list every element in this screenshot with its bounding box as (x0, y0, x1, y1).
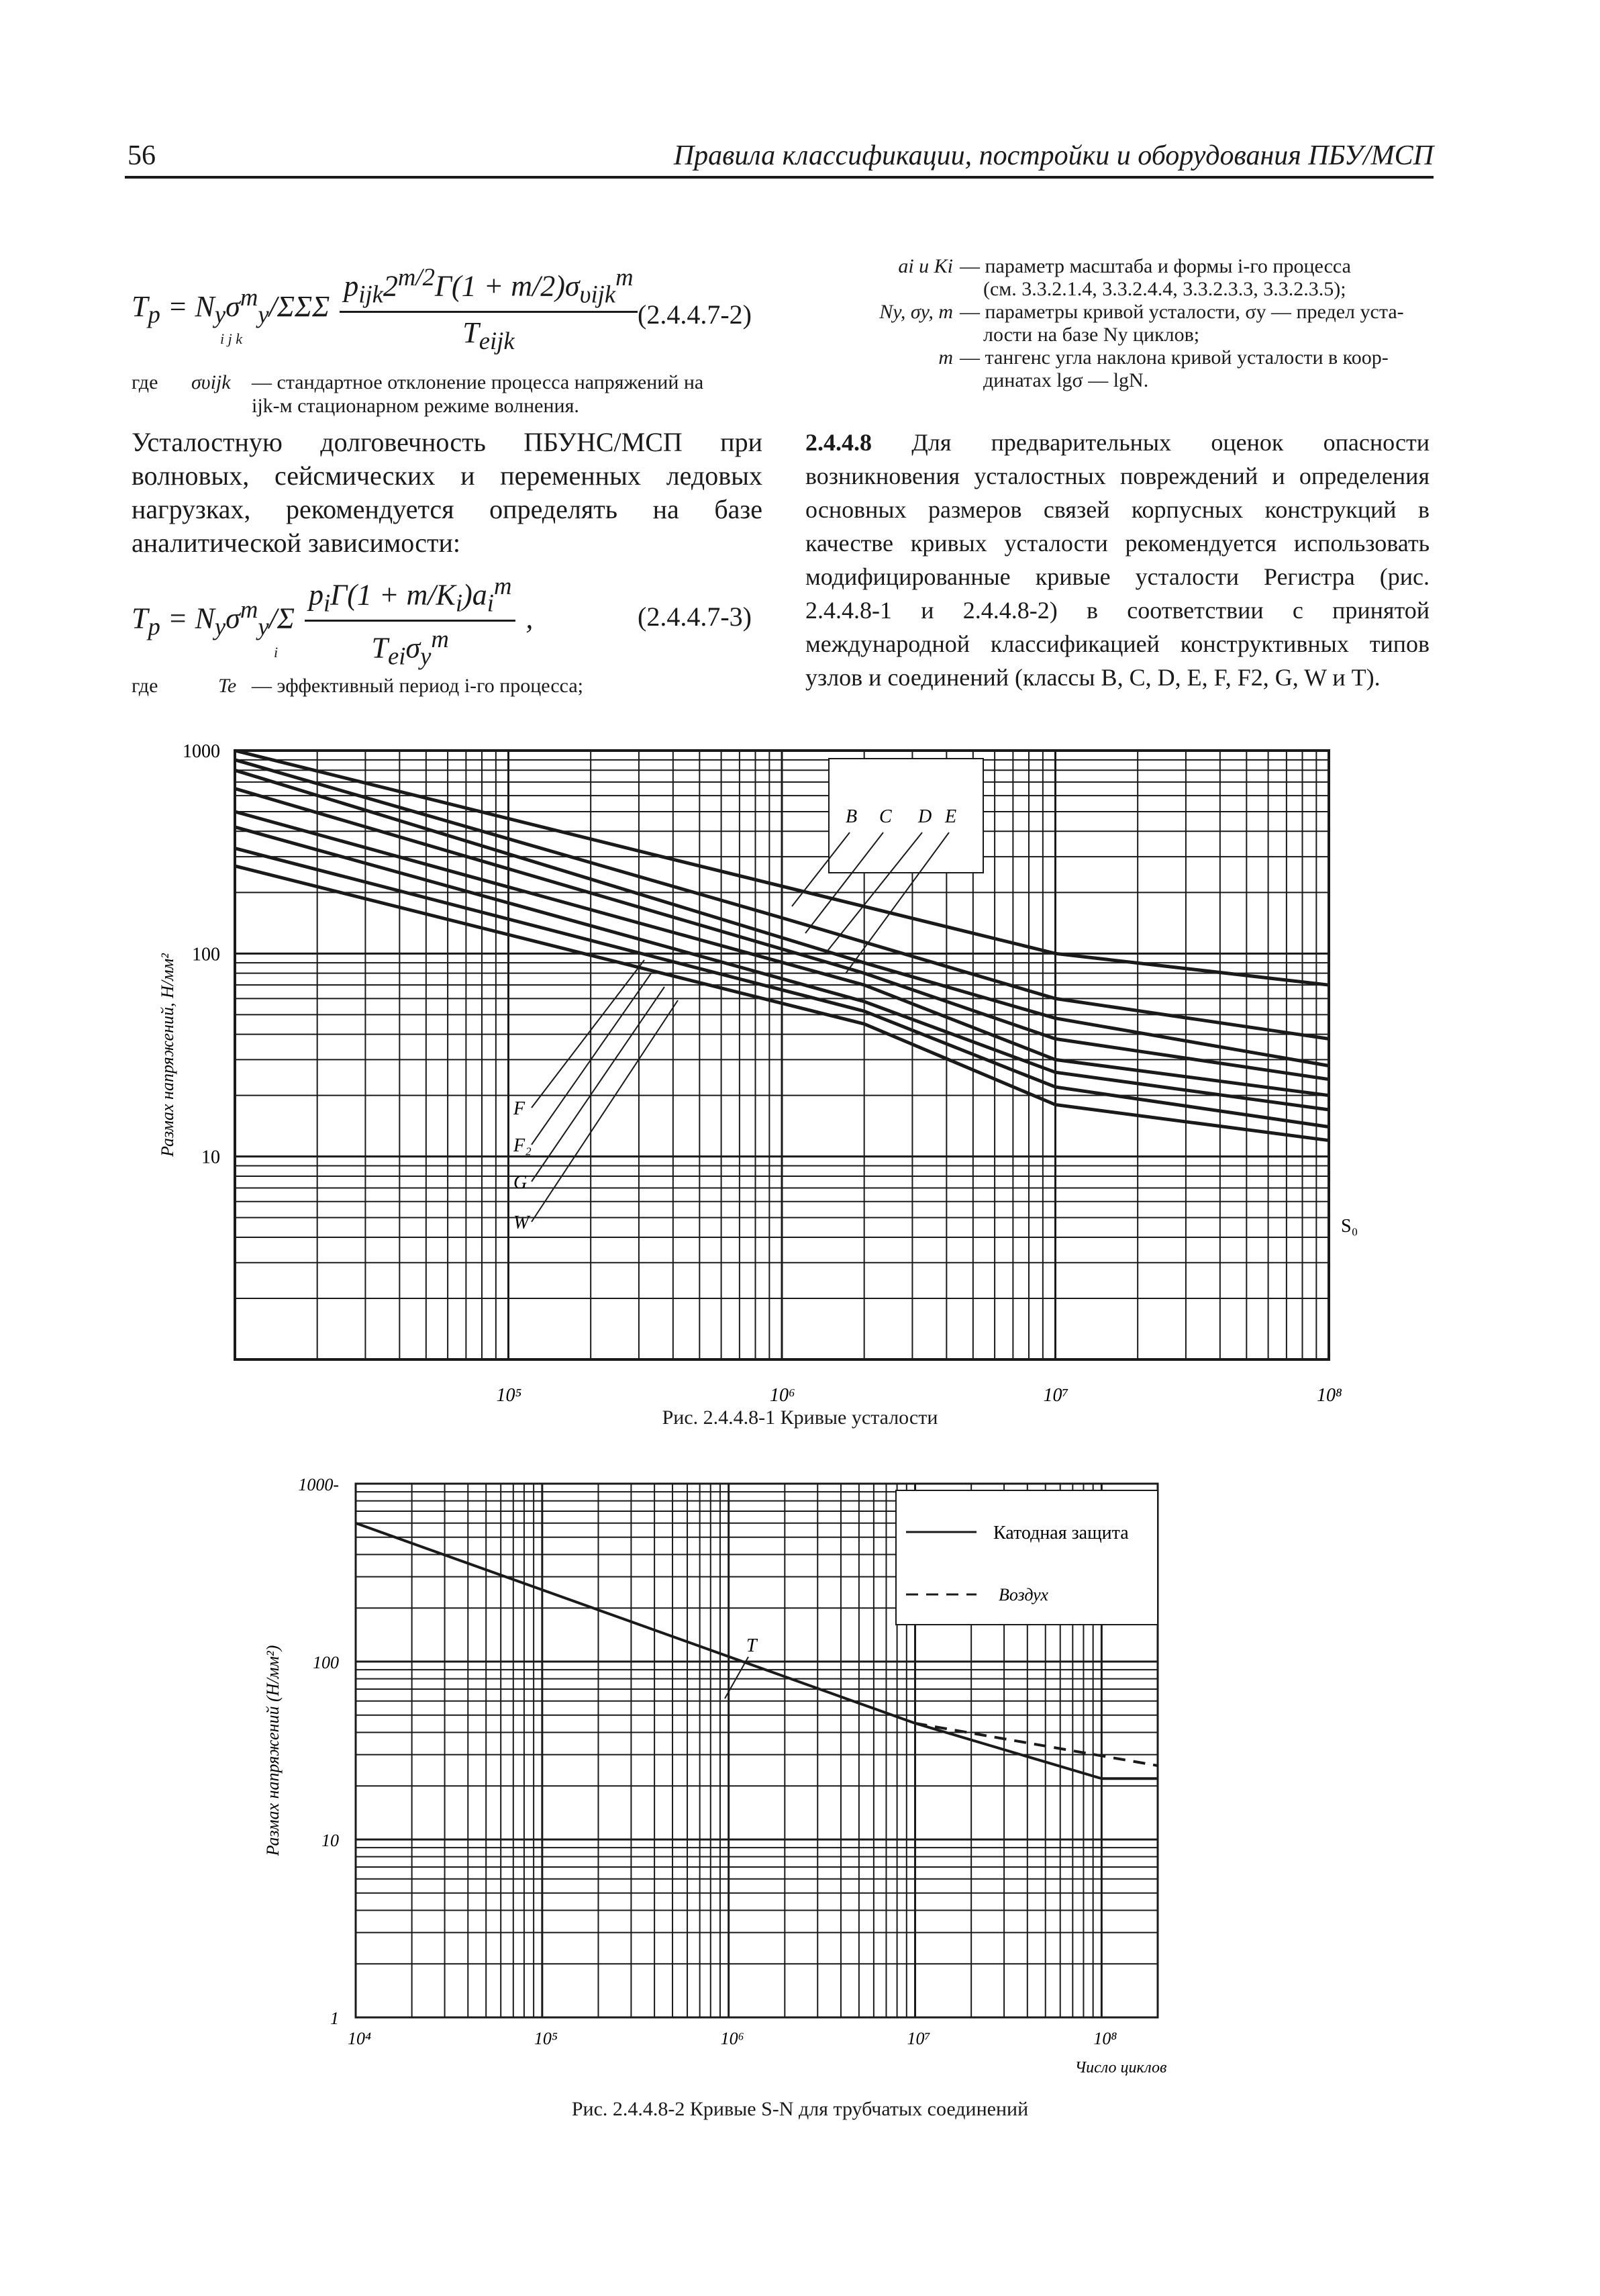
equation-number-1: (2.4.4.7-2) (638, 299, 752, 330)
y-axis-label: Размах напряжений, Н/мм² (158, 953, 177, 1157)
figure-2-caption: Рис. 2.4.4.8-2 Кривые S-N для трубчатых соединений (571, 2098, 1029, 2120)
tubular-sn-chart (228, 1457, 1235, 2081)
x-tick-label: 10⁶ (770, 1385, 795, 1406)
y-tick-label: 100 (192, 944, 220, 965)
label-s0: S₀ (1341, 1216, 1358, 1237)
def-text-1: — параметр масштаба и формы i-го процесса (960, 255, 1351, 277)
y-tick-label: 1000 (183, 741, 220, 762)
figure-1-caption: Рис. 2.4.4.8-1 Кривые усталости (662, 1406, 938, 1429)
curve-label-b: B (846, 806, 858, 827)
y-tick-label: 10 (321, 1831, 339, 1850)
section-number: 2.4.4.8 (805, 429, 872, 456)
page-number: 56 (128, 140, 156, 171)
x-tick-label: 10⁵ (534, 2029, 558, 2048)
sum-index: i (274, 644, 279, 661)
def-symbol-3: m (938, 346, 953, 369)
curve-label-g: G (513, 1172, 528, 1193)
curve-label-c: C (879, 806, 892, 827)
x-tick-label: 10⁵ (496, 1385, 522, 1406)
curve-label-d: D (918, 806, 932, 827)
y-tick-label: 1 (330, 2009, 339, 2028)
def-text-1b: (см. 3.3.2.1.4, 3.3.2.4.4, 3.3.2.3.3, 3.3.2.3.5); (983, 278, 1346, 300)
where-label-1: где (132, 371, 158, 393)
where-text-2: — эффективный период i-го процесса; (252, 675, 584, 697)
def-symbol-1: ai и Ki (898, 255, 953, 277)
x-tick-label: 10⁷ (907, 2029, 931, 2048)
header-rule (125, 176, 1434, 179)
leader-w (532, 1000, 678, 1222)
legend-box (896, 1490, 1158, 1625)
def-text-3b: динатах lgσ — lgN. (983, 369, 1149, 391)
leader-g (532, 987, 664, 1182)
formula-2-4-4-7-2: $T_p = N_y\sigma^m_y/\Sigma\Sigma\Sigma$ $\frac{p_{ijk}2^{m/2}\Gamma(1 + m/2)\sigma_{\upsilon ijk}^m}{T_{eijk}}$ (132, 265, 640, 354)
where-symbol-1: συijk (191, 371, 231, 393)
legend-label-cathodic: Катодная защита (993, 1523, 1129, 1543)
section-2-4-4-8 (805, 426, 1430, 694)
curve-label-e: E (945, 806, 957, 827)
legend-label-air: Воздух (999, 1585, 1048, 1605)
x-tick-label: 10⁷ (1043, 1385, 1069, 1406)
x-tick-label: 10⁶ (720, 2029, 744, 2048)
curve-label-t: T (746, 1635, 757, 1656)
where-text-1b: ijk-м стационарном режиме волнения. (252, 395, 579, 417)
where-text-1: — стандартное отклонение процесса напряжений на (252, 371, 704, 393)
equation-number-2: (2.4.4.7-3) (638, 602, 752, 632)
running-header-title: Правила классификации, постройки и оборудования ПБУ/МСП (673, 140, 1434, 171)
y-tick-label: 1000- (298, 1475, 339, 1494)
def-symbol-2: Ny, σy, m (879, 301, 953, 323)
formula-2-4-4-7-3: $T_p = N_y\sigma^m_y/\Sigma$ $\frac{p_i\Gamma(1 + m/K_i)a_i^m}{T_{ei}\sigma_y^m}$ , (132, 572, 534, 670)
sum-indices: i j k (220, 330, 242, 347)
where-symbol-2: Te (218, 675, 237, 697)
y-tick-label: 100 (313, 1653, 339, 1672)
y-tick-label: 10 (201, 1147, 220, 1168)
y-axis-label: Размах напряжений (Н/мм²) (263, 1645, 283, 1856)
body-paragraph: Усталостную долговечность ПБУНС/МСП при волновых, сейсмических и переменных ледовых нагрузках, рекомендуется определять на базе аналитической зависимости: (132, 427, 762, 558)
def-text-3: — тангенс угла наклона кривой усталости в коор- (960, 346, 1389, 369)
x-tick-label: 10⁴ (348, 2029, 372, 2048)
fatigue-curves-chart (121, 732, 1396, 1443)
x-tick-label: 10⁸ (1093, 2029, 1117, 2048)
def-text-2: — параметры кривой усталости, σy — предел уста- (960, 301, 1404, 323)
curve-label-w: W (513, 1212, 530, 1233)
def-text-2b: лости на базе Ny циклов; (983, 324, 1200, 346)
curve-label-f2: F₂ (513, 1135, 532, 1156)
x-axis-label: Число циклов (1074, 2059, 1167, 2076)
curve-label-f: F (513, 1098, 526, 1119)
x-tick-label: 10⁸ (1317, 1385, 1342, 1406)
where-label-2: где (132, 675, 158, 697)
section-text: Для предварительных оценок опасности возникновения усталостных повреждений и определения основных размеров связей корпусных конструкций в качестве кривых усталости рекомендуется использовать модифицированные кривые усталости Регистра (рис. 2.4.4.8-1 и 2.4.4.8-2) в соответствии с принятой международной классификацией конструктивных типов узлов и соединений (классы B, C, D, E, F, F2, G, W и T). (805, 429, 1430, 691)
